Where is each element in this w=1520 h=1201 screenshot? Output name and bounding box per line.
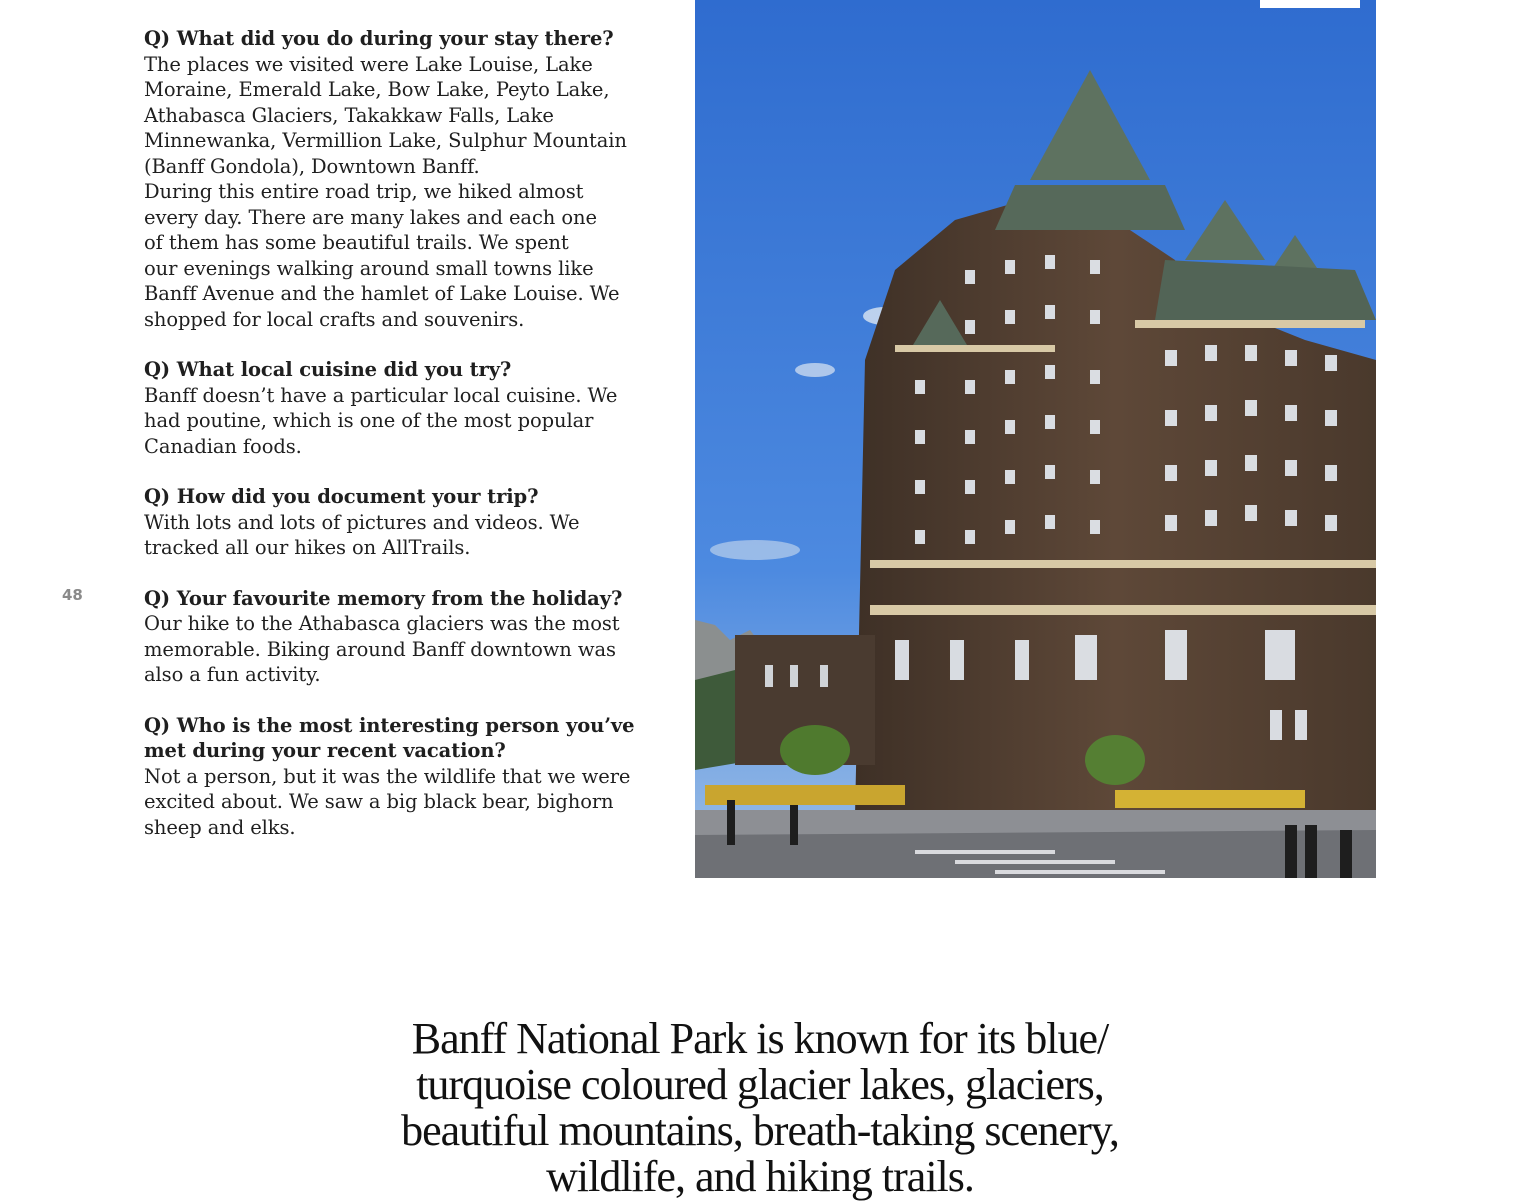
- question-heading: Q) Your favourite memory from the holiday?: [144, 586, 623, 610]
- answer-text: The places we visited were Lake Louise, Lake Moraine, Emerald Lake, Bow Lake, Peyto Lake, Athabasca Glaciers, Takakkaw Falls, Lake Minnewanka, Vermillion Lake, Sulphur Mountain (Banff Gondola), Downtown Banff. During this entire road trip, we hiked almost every day. There are many lakes and each one of them has some beautiful trails. We spent our evenings walking around small towns like Banff Avenue and the hamlet of Lake Louise. We shopped for local crafts and souvenirs.: [144, 52, 627, 331]
- question-heading: Q) Who is the most interesting person you’ve met during your recent vacation?: [144, 713, 635, 762]
- interview-column: [144, 26, 664, 865]
- qa-item: [144, 357, 664, 459]
- question-heading: Q) What did you do during your stay there?: [144, 27, 614, 50]
- answer-text: Not a person, but it was the wildlife that we were excited about. We saw a big black bear, bighorn sheep and elks.: [144, 764, 631, 839]
- answer-text: Banff doesn’t have a particular local cuisine. We had poutine, which is one of the most popular Canadian foods.: [144, 383, 618, 458]
- question-heading: Q) What local cuisine did you try?: [144, 358, 512, 381]
- qa-item: [144, 586, 664, 688]
- answer-text: With lots and lots of pictures and videos. We tracked all our hikes on AllTrails.: [144, 510, 580, 559]
- qa-item: [144, 26, 664, 332]
- pull-quote: Banff National Park is known for its blue/ turquoise coloured glacier lakes, glaciers, beautiful mountains, breath-taking scenery, wildlife, and hiking trails.: [401, 1014, 1119, 1201]
- qa-item: [144, 713, 664, 841]
- question-heading: Q) How did you document your trip?: [144, 485, 539, 508]
- page-number: 48: [62, 586, 83, 604]
- hotel-photo: [695, 0, 1376, 878]
- qa-item: [144, 484, 664, 561]
- answer-text: Our hike to the Athabasca glaciers was the most memorable. Biking around Banff downtown was also a fun activity.: [144, 612, 620, 686]
